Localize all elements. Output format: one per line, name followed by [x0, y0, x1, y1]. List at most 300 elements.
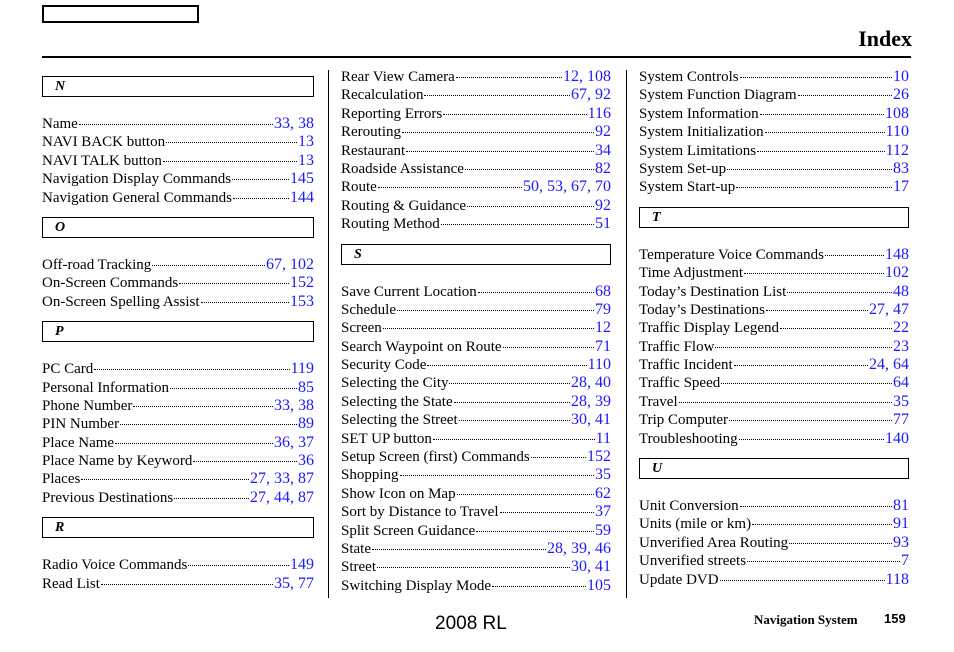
dot-leader	[503, 347, 594, 348]
dot-leader	[427, 365, 586, 366]
index-entry	[42, 133, 314, 151]
entry-page-links[interactable]: 92	[595, 123, 611, 141]
entry-page-links[interactable]: 59	[595, 521, 611, 539]
index-entry	[341, 338, 611, 356]
entry-label: Traffic Flow	[639, 338, 715, 355]
entry-label: Sort by Distance to Travel	[341, 504, 499, 521]
entry-label: Selecting the State	[341, 393, 453, 410]
entry-label: Traffic Speed	[639, 375, 721, 392]
entry-page-links[interactable]: 50, 53, 67, 70	[523, 178, 611, 196]
entry-label: Navigation General Commands	[42, 189, 232, 206]
entry-page-links[interactable]: 91	[893, 515, 909, 533]
entry-label: State	[341, 540, 371, 557]
entry-label: Save Current Location	[341, 283, 477, 300]
entry-page-links[interactable]: 37	[595, 503, 611, 521]
entry-label: PC Card	[42, 361, 94, 378]
section-letter-heading: N	[42, 76, 314, 97]
entry-label: On-Screen Commands	[42, 275, 179, 292]
index-entry	[42, 170, 314, 188]
dot-leader	[441, 224, 594, 225]
entry-label: System Information	[639, 105, 759, 122]
dot-leader	[457, 494, 594, 495]
index-entry	[42, 397, 314, 415]
index-entry	[341, 197, 611, 215]
dot-leader	[456, 77, 562, 78]
entry-page-links[interactable]: 108	[885, 104, 909, 122]
index-entry	[639, 142, 909, 160]
entry-label: Time Adjustment	[639, 265, 744, 282]
index-entry	[42, 470, 314, 488]
index-entry	[341, 430, 611, 448]
section-letter-heading: P	[42, 321, 314, 342]
index-entry	[341, 522, 611, 540]
dot-leader	[734, 365, 868, 366]
dot-leader	[476, 531, 594, 532]
index-entry	[341, 105, 611, 123]
dot-leader	[492, 586, 586, 587]
index-column-3	[639, 66, 909, 589]
index-entry-list	[42, 256, 314, 311]
entry-label: Routing Method	[341, 216, 440, 233]
dot-leader	[188, 565, 289, 566]
index-entry	[639, 68, 909, 86]
dot-leader	[500, 512, 595, 513]
entry-page-links[interactable]: 148	[885, 245, 909, 263]
entry-label: Personal Information	[42, 379, 170, 396]
entry-label: PIN Number	[42, 416, 120, 433]
entry-label: Screen	[341, 320, 382, 337]
dot-leader	[406, 151, 594, 152]
index-entry	[341, 577, 611, 595]
index-entry	[639, 283, 909, 301]
title-divider	[42, 56, 911, 58]
column-divider-1	[328, 70, 329, 598]
dot-leader	[760, 114, 884, 115]
index-entry	[639, 338, 909, 356]
entry-page-links[interactable]: 13	[298, 133, 314, 151]
column-divider-2	[626, 70, 627, 598]
index-entry	[639, 497, 909, 515]
entry-page-links[interactable]: 81	[893, 497, 909, 515]
dot-leader	[372, 549, 546, 550]
entry-label: Shopping	[341, 467, 399, 484]
index-entry	[341, 142, 611, 160]
dot-leader	[531, 457, 586, 458]
entry-page-links[interactable]: 28, 39, 46	[547, 539, 611, 557]
entry-page-links[interactable]: 12	[595, 319, 611, 337]
dot-leader	[433, 439, 595, 440]
section-letter-heading: T	[639, 207, 909, 228]
entry-page-links[interactable]: 48	[893, 282, 909, 300]
entry-label: Place Name	[42, 434, 115, 451]
dot-leader	[115, 443, 273, 444]
entry-label: Unverified streets	[639, 553, 747, 570]
footer-model-year: 2008 RL	[435, 613, 507, 634]
index-entry	[639, 105, 909, 123]
entry-page-links[interactable]: 93	[893, 533, 909, 551]
entry-page-links[interactable]: 27, 33, 87	[250, 470, 314, 488]
index-entry	[639, 160, 909, 178]
entry-page-links[interactable]: 116	[587, 104, 611, 122]
entry-label: Reporting Errors	[341, 105, 443, 122]
index-entry	[42, 274, 314, 292]
page-title: Index	[858, 26, 912, 51]
dot-leader	[454, 402, 570, 403]
entry-label: Selecting the City	[341, 375, 449, 392]
footer-section-label: Navigation System	[754, 612, 858, 627]
dot-leader	[81, 479, 249, 480]
entry-page-links[interactable]: 7	[901, 552, 909, 570]
entry-label: Restaurant	[341, 142, 406, 159]
dot-leader	[174, 498, 249, 499]
index-entry	[639, 178, 909, 196]
entry-page-links[interactable]: 79	[595, 300, 611, 318]
entry-label: Setup Screen (first) Commands	[341, 449, 530, 466]
entry-page-links[interactable]: 110	[885, 123, 909, 141]
entry-page-links[interactable]: 68	[595, 282, 611, 300]
dot-leader	[400, 475, 594, 476]
dot-leader	[766, 310, 868, 311]
entry-page-links[interactable]: 89	[298, 415, 314, 433]
index-entry	[42, 152, 314, 170]
index-entry	[639, 264, 909, 282]
entry-label: Off-road Tracking	[42, 256, 152, 273]
dot-leader	[789, 543, 892, 544]
entry-page-links[interactable]: 33, 38	[274, 396, 314, 414]
entry-page-links[interactable]: 27, 44, 87	[250, 488, 314, 506]
index-entry	[341, 178, 611, 196]
entry-page-links[interactable]: 26	[893, 86, 909, 104]
dot-leader	[465, 169, 594, 170]
index-entry	[639, 356, 909, 374]
entry-label: Places	[42, 471, 81, 488]
dot-leader	[736, 187, 892, 188]
dot-leader	[679, 402, 892, 403]
dot-leader	[378, 187, 522, 188]
dot-leader	[739, 439, 884, 440]
dot-leader	[757, 151, 885, 152]
index-entry	[42, 115, 314, 133]
section-letter-heading: U	[639, 458, 909, 479]
entry-label: Troubleshooting	[639, 430, 738, 447]
index-entry	[639, 571, 909, 589]
entry-page-links[interactable]: 28, 39	[571, 392, 611, 410]
index-section-t	[639, 207, 909, 448]
index-entry	[639, 515, 909, 533]
dot-leader	[443, 114, 586, 115]
dot-leader	[424, 95, 570, 96]
entry-label: Unverified Area Routing	[639, 534, 789, 551]
dot-leader	[798, 95, 893, 96]
entry-page-links[interactable]: 152	[587, 448, 611, 466]
index-entry	[42, 256, 314, 274]
entry-label: Recalculation	[341, 87, 424, 104]
entry-label: Routing & Guidance	[341, 197, 466, 214]
index-entry	[341, 123, 611, 141]
dot-leader	[193, 461, 297, 462]
dot-leader	[179, 283, 289, 284]
entry-page-links[interactable]: 35	[595, 466, 611, 484]
index-entry-list	[42, 556, 314, 593]
entry-label: Today’s Destination List	[639, 283, 787, 300]
entry-label: Rear View Camera	[341, 69, 455, 85]
section-letter-heading: O	[42, 217, 314, 238]
entry-page-links[interactable]: 35	[893, 392, 909, 410]
dot-leader	[170, 388, 297, 389]
entry-label: NAVI BACK button	[42, 134, 166, 151]
index-entry	[341, 485, 611, 503]
entry-label: System Limitations	[639, 142, 757, 159]
index-entry	[639, 430, 909, 448]
index-entry	[639, 86, 909, 104]
index-section-n	[42, 76, 314, 207]
entry-label: Switching Display Mode	[341, 577, 491, 594]
entry-page-links[interactable]: 35, 77	[274, 574, 314, 592]
entry-page-links[interactable]: 51	[595, 215, 611, 233]
entry-page-links[interactable]: 13	[298, 151, 314, 169]
dot-leader	[825, 255, 884, 256]
index-entry	[639, 534, 909, 552]
index-entry-list	[639, 68, 909, 197]
index-entry-list	[341, 283, 611, 596]
dot-leader	[232, 179, 289, 180]
entry-label: On-Screen Spelling Assist	[42, 293, 200, 310]
index-entry	[341, 160, 611, 178]
entry-page-links[interactable]: 119	[290, 360, 314, 378]
dot-leader	[729, 420, 892, 421]
index-entry	[639, 246, 909, 264]
index-entry	[341, 283, 611, 301]
dot-leader	[94, 369, 289, 370]
dot-leader	[383, 328, 594, 329]
entry-page-links[interactable]: 67, 92	[571, 86, 611, 104]
entry-label: Trip Computer	[639, 412, 729, 429]
index-entry	[341, 356, 611, 374]
entry-page-links[interactable]: 28, 40	[571, 374, 611, 392]
index-entry	[42, 489, 314, 507]
entry-label: System Function Diagram	[639, 87, 797, 104]
entry-label: Today’s Destinations	[639, 301, 766, 318]
index-entry	[639, 319, 909, 337]
index-entry	[341, 374, 611, 392]
entry-page-links[interactable]: 17	[893, 178, 909, 196]
entry-label: Route	[341, 179, 377, 196]
index-column-2	[341, 66, 611, 595]
index-entry	[42, 575, 314, 593]
entry-label: Phone Number	[42, 397, 133, 414]
entry-label: Temperature Voice Commands	[639, 246, 825, 263]
entry-label: Rerouting	[341, 124, 401, 141]
index-section-p	[42, 321, 314, 507]
index-section-s	[341, 244, 611, 596]
index-entry	[42, 434, 314, 452]
index-section-continued	[639, 68, 909, 197]
index-entry	[341, 68, 611, 86]
dot-leader	[787, 292, 892, 293]
dot-leader	[752, 524, 892, 525]
index-entry	[639, 393, 909, 411]
entry-label: Traffic Incident	[639, 357, 733, 374]
entry-label: Schedule	[341, 301, 396, 318]
entry-page-links[interactable]: 62	[595, 484, 611, 502]
dot-leader	[467, 206, 594, 207]
entry-page-links[interactable]: 33, 38	[274, 115, 314, 132]
index-entry	[341, 466, 611, 484]
dot-leader	[721, 383, 892, 384]
dot-leader	[79, 124, 273, 125]
index-entry	[42, 556, 314, 574]
entry-label: Show Icon on Map	[341, 485, 456, 502]
entry-page-links[interactable]: 27, 47	[869, 300, 909, 318]
dot-leader	[133, 406, 273, 407]
entry-page-links[interactable]: 34	[595, 141, 611, 159]
entry-page-links[interactable]: 145	[290, 170, 314, 188]
footer-page-number: 159	[884, 611, 906, 626]
entry-page-links[interactable]: 110	[587, 356, 611, 374]
index-entry	[42, 360, 314, 378]
index-entry	[341, 393, 611, 411]
entry-label: System Initialization	[639, 124, 764, 141]
dot-leader	[459, 420, 570, 421]
index-entry	[42, 189, 314, 207]
entry-label: Navigation Display Commands	[42, 171, 232, 188]
entry-page-links[interactable]: 67, 102	[266, 255, 314, 273]
index-entry	[639, 374, 909, 392]
dot-leader	[397, 310, 594, 311]
entry-page-links[interactable]: 144	[290, 188, 314, 206]
dot-leader	[740, 77, 892, 78]
index-entry-list	[42, 360, 314, 507]
index-entry	[341, 215, 611, 233]
dot-leader	[120, 424, 297, 425]
entry-label: Place Name by Keyword	[42, 453, 193, 470]
entry-label: NAVI TALK button	[42, 152, 162, 169]
entry-page-links[interactable]: 149	[290, 556, 314, 574]
index-entry	[639, 123, 909, 141]
entry-page-links[interactable]: 77	[893, 411, 909, 429]
entry-page-links[interactable]: 153	[290, 292, 314, 310]
entry-page-links[interactable]: 24, 64	[869, 356, 909, 374]
index-entry	[42, 415, 314, 433]
entry-label: Split Screen Guidance	[341, 522, 476, 539]
entry-page-links[interactable]: 23	[893, 337, 909, 355]
entry-label: Security Code	[341, 357, 427, 374]
index-entry	[639, 301, 909, 319]
index-entry-list	[341, 68, 611, 234]
entry-label: Travel	[639, 393, 678, 410]
entry-label: Radio Voice Commands	[42, 557, 188, 574]
entry-label: Unit Conversion	[639, 498, 739, 515]
entry-page-links[interactable]: 22	[893, 319, 909, 337]
dot-leader	[233, 198, 289, 199]
index-entry-list	[639, 246, 909, 448]
dot-leader	[377, 567, 570, 568]
entry-label: Previous Destinations	[42, 489, 174, 506]
index-entry	[42, 452, 314, 470]
index-entry	[341, 540, 611, 558]
dot-leader	[715, 347, 892, 348]
index-entry	[639, 552, 909, 570]
entry-label: SET UP button	[341, 430, 432, 447]
index-entry	[341, 319, 611, 337]
entry-page-links[interactable]: 12, 108	[563, 68, 611, 85]
dot-leader	[166, 142, 297, 143]
entry-page-links[interactable]: 83	[893, 159, 909, 177]
entry-page-links[interactable]: 64	[893, 374, 909, 392]
entry-label: System Start-up	[639, 179, 736, 196]
entry-label: Street	[341, 559, 376, 576]
entry-page-links[interactable]: 92	[595, 196, 611, 214]
index-entry	[341, 301, 611, 319]
dot-leader	[720, 580, 885, 581]
entry-page-links[interactable]: 112	[885, 141, 909, 159]
index-column-1	[42, 66, 314, 593]
entry-page-links[interactable]: 118	[885, 570, 909, 588]
entry-page-links[interactable]: 82	[595, 159, 611, 177]
entry-page-links[interactable]: 11	[595, 429, 611, 447]
entry-page-links[interactable]: 102	[885, 264, 909, 282]
dot-leader	[402, 132, 594, 133]
entry-label: Update DVD	[639, 571, 719, 588]
index-entry	[42, 379, 314, 397]
entry-page-links[interactable]: 152	[290, 274, 314, 292]
entry-label: Roadside Assistance	[341, 160, 464, 177]
entry-label: Read List	[42, 575, 100, 592]
entry-label: Selecting the Street	[341, 412, 458, 429]
entry-label: Name	[42, 116, 78, 132]
entry-label: System Set-up	[639, 160, 727, 177]
dot-leader	[765, 132, 885, 133]
entry-label: System Controls	[639, 69, 739, 85]
entry-label: Search Waypoint on Route	[341, 338, 502, 355]
index-entry	[42, 293, 314, 311]
section-letter-heading: S	[341, 244, 611, 265]
index-entry	[341, 503, 611, 521]
index-entry	[341, 86, 611, 104]
index-entry	[341, 558, 611, 576]
index-entry	[341, 411, 611, 429]
header-tab-box	[42, 5, 199, 23]
entry-page-links[interactable]: 85	[298, 378, 314, 396]
dot-leader	[101, 584, 273, 585]
dot-leader	[744, 273, 884, 274]
entry-label: Units (mile or km)	[639, 516, 752, 533]
entry-page-links[interactable]: 105	[587, 576, 611, 594]
dot-leader	[449, 383, 570, 384]
index-entry	[341, 448, 611, 466]
dot-leader	[478, 292, 594, 293]
entry-page-links[interactable]: 36	[298, 452, 314, 470]
index-section-r	[42, 517, 314, 593]
dot-leader	[740, 506, 892, 507]
dot-leader	[780, 328, 892, 329]
section-letter-heading: R	[42, 517, 314, 538]
index-entry	[639, 411, 909, 429]
entry-page-links[interactable]: 30, 41	[571, 558, 611, 576]
entry-page-links[interactable]: 140	[885, 429, 909, 447]
entry-page-links[interactable]: 30, 41	[571, 411, 611, 429]
index-section-u	[639, 458, 909, 589]
index-entry-list	[42, 115, 314, 207]
entry-page-links[interactable]: 10	[893, 68, 909, 85]
entry-label: Traffic Display Legend	[639, 320, 779, 337]
entry-page-links[interactable]: 71	[595, 337, 611, 355]
dot-leader	[163, 161, 297, 162]
entry-page-links[interactable]: 36, 37	[274, 433, 314, 451]
dot-leader	[727, 169, 892, 170]
index-section-continued	[341, 68, 611, 234]
dot-leader	[201, 302, 290, 303]
